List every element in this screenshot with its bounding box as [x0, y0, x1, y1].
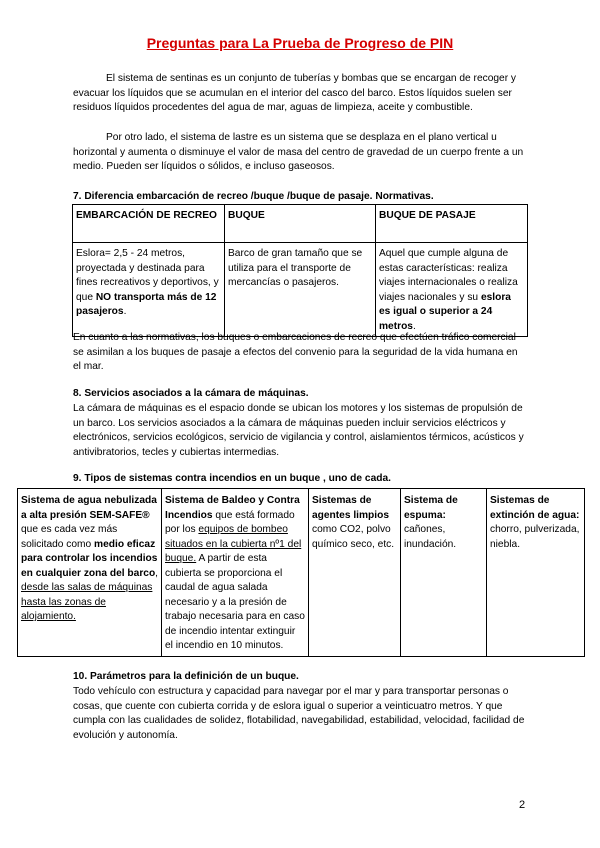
cell-foam-system: Sistema de espuma: cañones, inundación.: [401, 489, 487, 657]
table-row: [73, 243, 528, 337]
intro-paragraph-ballast: Por otro lado, el sistema de lastre es un sistema que se desplaza en el plano vertical u horizontal y aumenta o disminuye el valor de masa del centro de gravedad de un cuerpo frente a un medio. Pueden ser líquidos o sólidos, e incluso gaseosos.: [73, 132, 524, 172]
section8-text: La cámara de máquinas es el espacio donde se ubican los motores y los sistemas de propulsión de un barco. Los servicios asociados a la cámara de máquinas pueden incluir servicios eléctricos y electrónicos, servicios ecológicos, servicio de vigilancia y control, aislamientos térmicos, acústicos y antivibratorios, tecles y cubiertas intermedias.: [73, 403, 524, 458]
section10-text: Todo vehículo con estructura y capacidad para navegar por el mar y para transportar personas o cosas, que cuente con cubierta corrida y de eslora igual o superior a veinticuatro metros. Y que cumpla con las cualidades de solidez, flotabilidad, navegabilidad, estabilidad, velocidad, facilidad de evolución y autonomía.: [73, 686, 525, 741]
intro-paragraph-bilge: El sistema de sentinas es un conjunto de tuberías y bombas que se encargan de recoger y evacuar los líquidos que se acumulan en el interior del casco del barco. Estos líquidos suelen ser residuos líquidos procedentes del agua de mar, aguas de limpieza, aceite y combustible.: [73, 73, 517, 113]
page-title: Preguntas para La Prueba de Progreso de PIN: [146, 35, 454, 51]
cell-ship: Barco de gran tamaño que se utiliza para el transporte de mercancías o pasajeros.: [225, 243, 376, 337]
header-passenger-ship: BUQUE DE PASAJE: [376, 205, 528, 243]
section7-heading: 7. Diferencia embarcación de recreo /buque /buque de pasaje. Normativas.: [73, 191, 434, 202]
cell-passenger-ship: Aquel que cumple alguna de estas características: realiza viajes internacionales o realiza viajes nacionales y su eslora es igual o superior a 24 metros.: [376, 243, 528, 337]
cell-recreational: Eslora= 2,5 - 24 metros, proyectada y destinada para fines recreativos y deportivos, y que NO transporta más de 12 pasajeros.: [73, 243, 225, 337]
fire-systems-table: [17, 488, 585, 657]
section9-heading: 9. Tipos de sistemas contra incendios en un buque , uno de cada.: [73, 473, 391, 484]
cell-water-mist-system: Sistema de agua nebulizada a alta presión SEM-SAFE® que es cada vez más solicitado como medio eficaz para controlar los incendios en cualquier zona del barco, desde las salas de máquinas hasta las zonas de alojamiento.: [18, 489, 162, 657]
section10-heading: 10. Parámetros para la definición de un buque.: [73, 671, 299, 682]
table-row: [18, 489, 585, 657]
table-header-row: [73, 205, 528, 243]
cell-washdown-system: Sistema de Baldeo y Contra Incendios que está formado por los equipos de bombeo situados en la cubierta nº1 del buque. A partir de esta cubierta se proporciona el caudal de agua salada necesario y a la presión de trabajo necesaria para en caso de incendio intentar extinguir el incendio en 10 minutos.: [162, 489, 309, 657]
cell-water-extinction-system: Sistemas de extinción de agua: chorro, pulverizada, niebla.: [487, 489, 585, 657]
section8-heading: 8. Servicios asociados a la cámara de máquinas.: [73, 388, 309, 399]
cell-clean-agents-system: Sistemas de agentes limpios como CO2, polvo químico seco, etc.: [309, 489, 401, 657]
page-number: 2: [519, 799, 526, 811]
header-recreational: EMBARCACIÓN DE RECREO: [73, 205, 225, 243]
header-ship: BUQUE: [225, 205, 376, 243]
vessel-comparison-table: [72, 204, 528, 337]
section7-normative-note: En cuanto a las normativas, los buques o embarcaciones de recreo que efectúen tráfico comercial se asimilan a los buques de pasaje a efectos del convenio para la seguridad de la vida humana en el mar.: [73, 332, 518, 372]
